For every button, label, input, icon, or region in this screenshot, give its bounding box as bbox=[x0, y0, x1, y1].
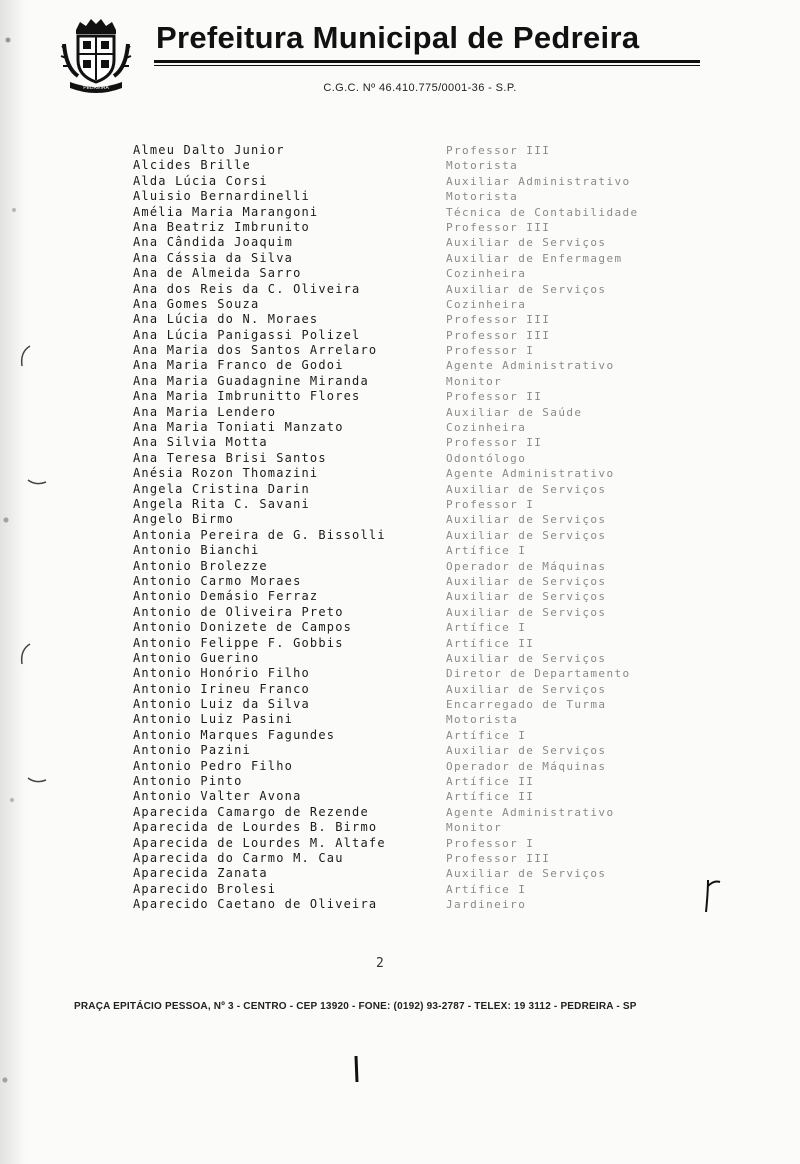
list-item bbox=[133, 589, 733, 604]
scan-edge-mark bbox=[26, 770, 50, 790]
list-item bbox=[133, 651, 733, 666]
employee-name: Antonio Luiz Pasini bbox=[133, 712, 294, 727]
employee-role: Professor I bbox=[446, 836, 535, 850]
employee-name: Aparecida de Lourdes M. Altafe bbox=[133, 835, 386, 850]
list-item bbox=[133, 866, 733, 881]
employee-name: Antonio Marques Fagundes bbox=[133, 727, 336, 742]
employee-name: Aparecida Zanata bbox=[133, 866, 268, 881]
scan-edge-shadow bbox=[0, 0, 26, 1164]
employee-role: Operador de Máquinas bbox=[446, 559, 607, 573]
list-item bbox=[133, 235, 733, 250]
employee-role: Professor III bbox=[446, 144, 551, 157]
list-item bbox=[133, 220, 733, 235]
list-item bbox=[133, 605, 733, 620]
employee-list bbox=[133, 143, 733, 913]
scan-vertical-mark bbox=[348, 1052, 364, 1086]
scan-hole-shadow bbox=[14, 342, 34, 372]
list-item bbox=[133, 897, 733, 912]
list-item bbox=[133, 774, 733, 789]
list-item bbox=[133, 482, 733, 497]
list-item bbox=[133, 836, 733, 851]
employee-role: Auxiliar de Serviços bbox=[446, 651, 607, 665]
list-item bbox=[133, 328, 733, 343]
list-item bbox=[133, 389, 733, 404]
crest-banner-text: PEDREIRA bbox=[83, 85, 109, 91]
list-item bbox=[133, 851, 733, 866]
employee-name: Antonio de Oliveira Preto bbox=[133, 604, 344, 619]
list-item bbox=[133, 358, 733, 373]
list-item bbox=[133, 805, 733, 820]
employee-name: Ana Gomes Souza bbox=[133, 296, 260, 311]
page-title: Prefeitura Municipal de Pedreira bbox=[156, 20, 640, 55]
list-item bbox=[133, 728, 733, 743]
employee-role: Artífice II bbox=[446, 636, 535, 650]
list-item bbox=[133, 574, 733, 589]
list-item bbox=[133, 174, 733, 189]
list-item bbox=[133, 682, 733, 697]
employee-role: Auxiliar de Serviços bbox=[446, 282, 607, 296]
employee-role: Professor III bbox=[446, 328, 551, 342]
employee-role: Monitor bbox=[446, 821, 503, 835]
list-item bbox=[133, 620, 733, 635]
list-item bbox=[133, 636, 733, 651]
employee-role: Jardineiro bbox=[446, 898, 527, 912]
employee-role: Professor III bbox=[446, 313, 551, 327]
list-item bbox=[133, 497, 733, 512]
employee-name: Ana Maria dos Santos Arrelaro bbox=[133, 343, 378, 358]
list-item bbox=[133, 466, 733, 481]
list-item bbox=[133, 158, 733, 173]
employee-role: Diretor de Departamento bbox=[446, 667, 631, 681]
list-item bbox=[133, 312, 733, 327]
employee-role: Cozinheira bbox=[446, 297, 527, 311]
employee-role: Professor III bbox=[446, 851, 551, 865]
list-item bbox=[133, 789, 733, 804]
employee-name: Antonio Donizete de Campos bbox=[133, 620, 353, 635]
employee-name: Ana Maria Guadagnine Miranda bbox=[133, 373, 369, 388]
employee-role: Monitor bbox=[446, 374, 503, 388]
employee-role: Auxiliar de Serviços bbox=[446, 236, 607, 250]
title-underline-thick bbox=[154, 60, 700, 63]
employee-role: Professor II bbox=[446, 436, 543, 450]
employee-name: Antonio Pedro Filho bbox=[133, 758, 294, 773]
list-item bbox=[133, 697, 733, 712]
employee-role: Artífice I bbox=[446, 621, 527, 635]
employee-role: Agente Administrativo bbox=[446, 467, 615, 481]
footer-address: PRAÇA EPITÁCIO PESSOA, Nº 3 - CENTRO - CEP 13920 - FONE: (0192) 93-2787 - TELEX: 19 3112 - PEDREIRA - SP bbox=[74, 1001, 637, 1012]
employee-role: Auxiliar de Serviços bbox=[446, 574, 607, 588]
cgc-registration: C.G.C. Nº 46.410.775/0001-36 - S.P. bbox=[323, 82, 517, 94]
employee-role: Operador de Máquinas bbox=[446, 759, 607, 773]
employee-name: Ana Silvia Motta bbox=[133, 435, 268, 450]
employee-name: Ana Maria Franco de Godoi bbox=[133, 358, 344, 373]
title-underline-thin bbox=[154, 65, 700, 66]
employee-role: Encarregado de Turma bbox=[446, 698, 607, 712]
employee-role: Auxiliar de Serviços bbox=[446, 867, 607, 881]
employee-role: Auxiliar de Serviços bbox=[446, 513, 607, 527]
employee-name: Angela Cristina Darin bbox=[133, 481, 310, 496]
list-item bbox=[133, 559, 733, 574]
list-item bbox=[133, 759, 733, 774]
employee-name: Ana de Almeida Sarro bbox=[133, 266, 302, 281]
employee-name: Alcides Brille bbox=[133, 158, 251, 173]
employee-name: Antonio Pinto bbox=[133, 774, 243, 789]
list-item bbox=[133, 143, 733, 158]
employee-role: Odontólogo bbox=[446, 451, 527, 465]
employee-name: Angela Rita C. Savani bbox=[133, 496, 310, 511]
list-item bbox=[133, 189, 733, 204]
employee-name: Ana Maria Lendero bbox=[133, 404, 277, 419]
employee-role: Auxiliar de Serviços bbox=[446, 605, 607, 619]
employee-role: Auxiliar Administrativo bbox=[446, 174, 631, 188]
list-item bbox=[133, 882, 733, 897]
employee-role: Professor III bbox=[446, 220, 551, 234]
employee-name: Antonio Honório Filho bbox=[133, 666, 310, 681]
list-item bbox=[133, 666, 733, 681]
employee-role: Auxiliar de Serviços bbox=[446, 482, 607, 496]
employee-name: Antonio Demásio Ferraz bbox=[133, 589, 319, 604]
employee-name: Ana Lúcia do N. Moraes bbox=[133, 312, 319, 327]
employee-name: Antonio Carmo Moraes bbox=[133, 573, 302, 588]
employee-role: Motorista bbox=[446, 190, 519, 204]
employee-name: Ana Teresa Brisi Santos bbox=[133, 450, 327, 465]
employee-role: Artífice II bbox=[446, 790, 535, 804]
employee-role: Motorista bbox=[446, 713, 519, 727]
list-item bbox=[133, 405, 733, 420]
employee-role: Artífice I bbox=[446, 882, 527, 896]
employee-role: Motorista bbox=[446, 159, 519, 173]
list-item bbox=[133, 820, 733, 835]
employee-role: Auxiliar de Serviços bbox=[446, 744, 607, 758]
employee-name: Almeu Dalto Junior bbox=[133, 143, 285, 157]
employee-role: Técnica de Contabilidade bbox=[446, 205, 639, 219]
employee-name: Ana Beatriz Imbrunito bbox=[133, 219, 310, 234]
employee-role: Cozinheira bbox=[446, 267, 527, 281]
employee-role: Auxiliar de Serviços bbox=[446, 528, 607, 542]
employee-name: Antonia Pereira de G. Bissolli bbox=[133, 527, 386, 542]
employee-name: Antonio Pazini bbox=[133, 743, 251, 758]
employee-role: Professor I bbox=[446, 344, 535, 358]
employee-role: Agente Administrativo bbox=[446, 359, 615, 373]
employee-name: Angelo Birmo bbox=[133, 512, 235, 527]
employee-role: Auxiliar de Enfermagem bbox=[446, 251, 623, 265]
list-item bbox=[133, 435, 733, 450]
list-item bbox=[133, 543, 733, 558]
handwritten-mark bbox=[700, 872, 724, 922]
employee-role: Auxiliar de Saúde bbox=[446, 405, 583, 419]
employee-name: Ana Cândida Joaquim bbox=[133, 235, 294, 250]
employee-name: Aparecida Camargo de Rezende bbox=[133, 804, 369, 819]
employee-name: Anésia Rozon Thomazini bbox=[133, 466, 319, 481]
employee-name: Antonio Felippe F. Gobbis bbox=[133, 635, 344, 650]
list-item bbox=[133, 712, 733, 727]
employee-role: Professor II bbox=[446, 390, 543, 404]
employee-name: Antonio Brolezze bbox=[133, 558, 268, 573]
employee-role: Agente Administrativo bbox=[446, 805, 615, 819]
employee-role: Artífice I bbox=[446, 544, 527, 558]
employee-name: Ana Maria Toniati Manzato bbox=[133, 420, 344, 435]
list-item bbox=[133, 451, 733, 466]
employee-name: Antonio Luiz da Silva bbox=[133, 697, 310, 712]
list-item bbox=[133, 374, 733, 389]
list-item bbox=[133, 266, 733, 281]
employee-name: Aparecido Brolesi bbox=[133, 881, 277, 896]
employee-name: Alda Lúcia Corsi bbox=[133, 173, 268, 188]
list-item bbox=[133, 512, 733, 527]
employee-name: Antonio Bianchi bbox=[133, 543, 260, 558]
scan-hole-shadow bbox=[14, 640, 34, 670]
employee-name: Aparecida de Lourdes B. Birmo bbox=[133, 820, 378, 835]
page-number: 2 bbox=[376, 956, 384, 971]
employee-name: Aluisio Bernardinelli bbox=[133, 189, 310, 204]
employee-name: Antonio Valter Avona bbox=[133, 789, 302, 804]
employee-role: Artífice I bbox=[446, 728, 527, 742]
list-item bbox=[133, 528, 733, 543]
employee-name: Antonio Irineu Franco bbox=[133, 681, 310, 696]
employee-role: Auxiliar de Serviços bbox=[446, 682, 607, 696]
employee-name: Ana Maria Imbrunitto Flores bbox=[133, 389, 361, 404]
employee-name: Ana dos Reis da C. Oliveira bbox=[133, 281, 361, 296]
employee-role: Artífice II bbox=[446, 775, 535, 789]
employee-name: Amélia Maria Marangoni bbox=[133, 204, 319, 219]
employee-role: Cozinheira bbox=[446, 421, 527, 435]
list-item bbox=[133, 297, 733, 312]
employee-name: Aparecido Caetano de Oliveira bbox=[133, 897, 378, 912]
employee-name: Antonio Guerino bbox=[133, 650, 260, 665]
employee-name: Ana Lúcia Panigassi Polizel bbox=[133, 327, 361, 342]
employee-role: Auxiliar de Serviços bbox=[446, 590, 607, 604]
list-item bbox=[133, 282, 733, 297]
employee-name: Ana Cássia da Silva bbox=[133, 250, 294, 265]
scan-edge-mark bbox=[26, 470, 50, 490]
employee-role: Professor I bbox=[446, 497, 535, 511]
list-item bbox=[133, 743, 733, 758]
list-item bbox=[133, 343, 733, 358]
list-item bbox=[133, 251, 733, 266]
list-item bbox=[133, 205, 733, 220]
employee-name: Aparecida do Carmo M. Cau bbox=[133, 850, 344, 865]
list-item bbox=[133, 420, 733, 435]
